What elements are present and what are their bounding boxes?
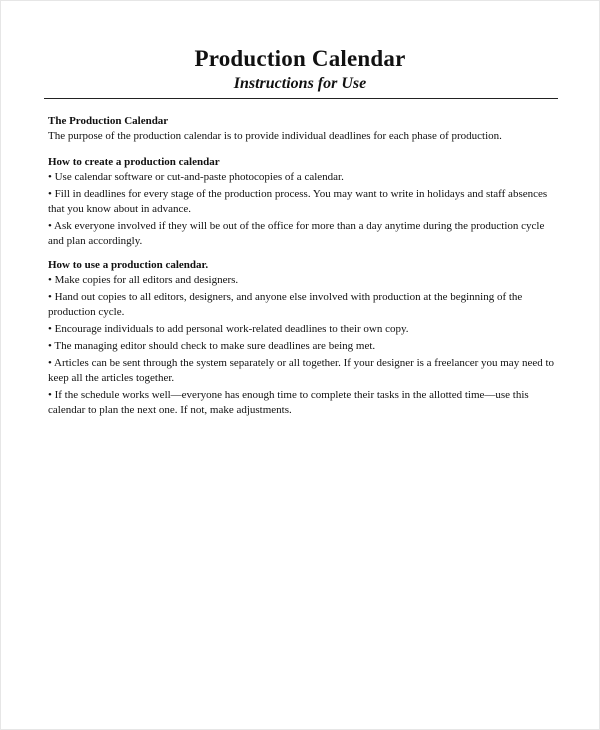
list-item: • The managing editor should check to make sure deadlines are being met. bbox=[48, 340, 376, 352]
list-item: • Hand out copies to all editors, designers, and anyone else involved with production at the beginning of the production cycle. bbox=[48, 291, 523, 318]
section-intro bbox=[48, 114, 562, 144]
list-item: • If the schedule works well—everyone has enough time to complete their tasks in the allotted time—use this calendar to plan the next one. If not, make adjustments. bbox=[48, 389, 529, 416]
spacer bbox=[48, 144, 562, 155]
list-item: • Fill in deadlines for every stage of the production process. You may want to write in holidays and staff absences that you know about in advance. bbox=[48, 188, 548, 215]
section-use bbox=[48, 258, 562, 418]
document-subtitle: Instructions for Use bbox=[233, 75, 367, 92]
spacer bbox=[48, 251, 562, 258]
section-heading-intro: The Production Calendar bbox=[48, 115, 169, 127]
intro-paragraph: The purpose of the production calendar is to provide individual deadlines for each phase of production. bbox=[48, 130, 502, 142]
list-item: • Encourage individuals to add personal work-related deadlines to their own copy. bbox=[48, 323, 409, 335]
list-item: • Use calendar software or cut-and-paste photocopies of a calendar. bbox=[48, 171, 344, 183]
list-item: • Make copies for all editors and designers. bbox=[48, 274, 239, 286]
section-heading-use: How to use a production calendar. bbox=[48, 259, 209, 271]
list-item: • Ask everyone involved if they will be out of the office for more than a day anytime during the production cycle and plan accordingly. bbox=[48, 220, 545, 247]
document-body bbox=[48, 114, 562, 420]
title-divider bbox=[44, 98, 558, 99]
list-item: • Articles can be sent through the system separately or all together. If your designer is a freelancer you may need to keep all the articles together. bbox=[48, 357, 555, 384]
document-title: Production Calendar bbox=[194, 46, 406, 71]
section-heading-create: How to create a production calendar bbox=[48, 156, 220, 168]
section-create bbox=[48, 155, 562, 249]
